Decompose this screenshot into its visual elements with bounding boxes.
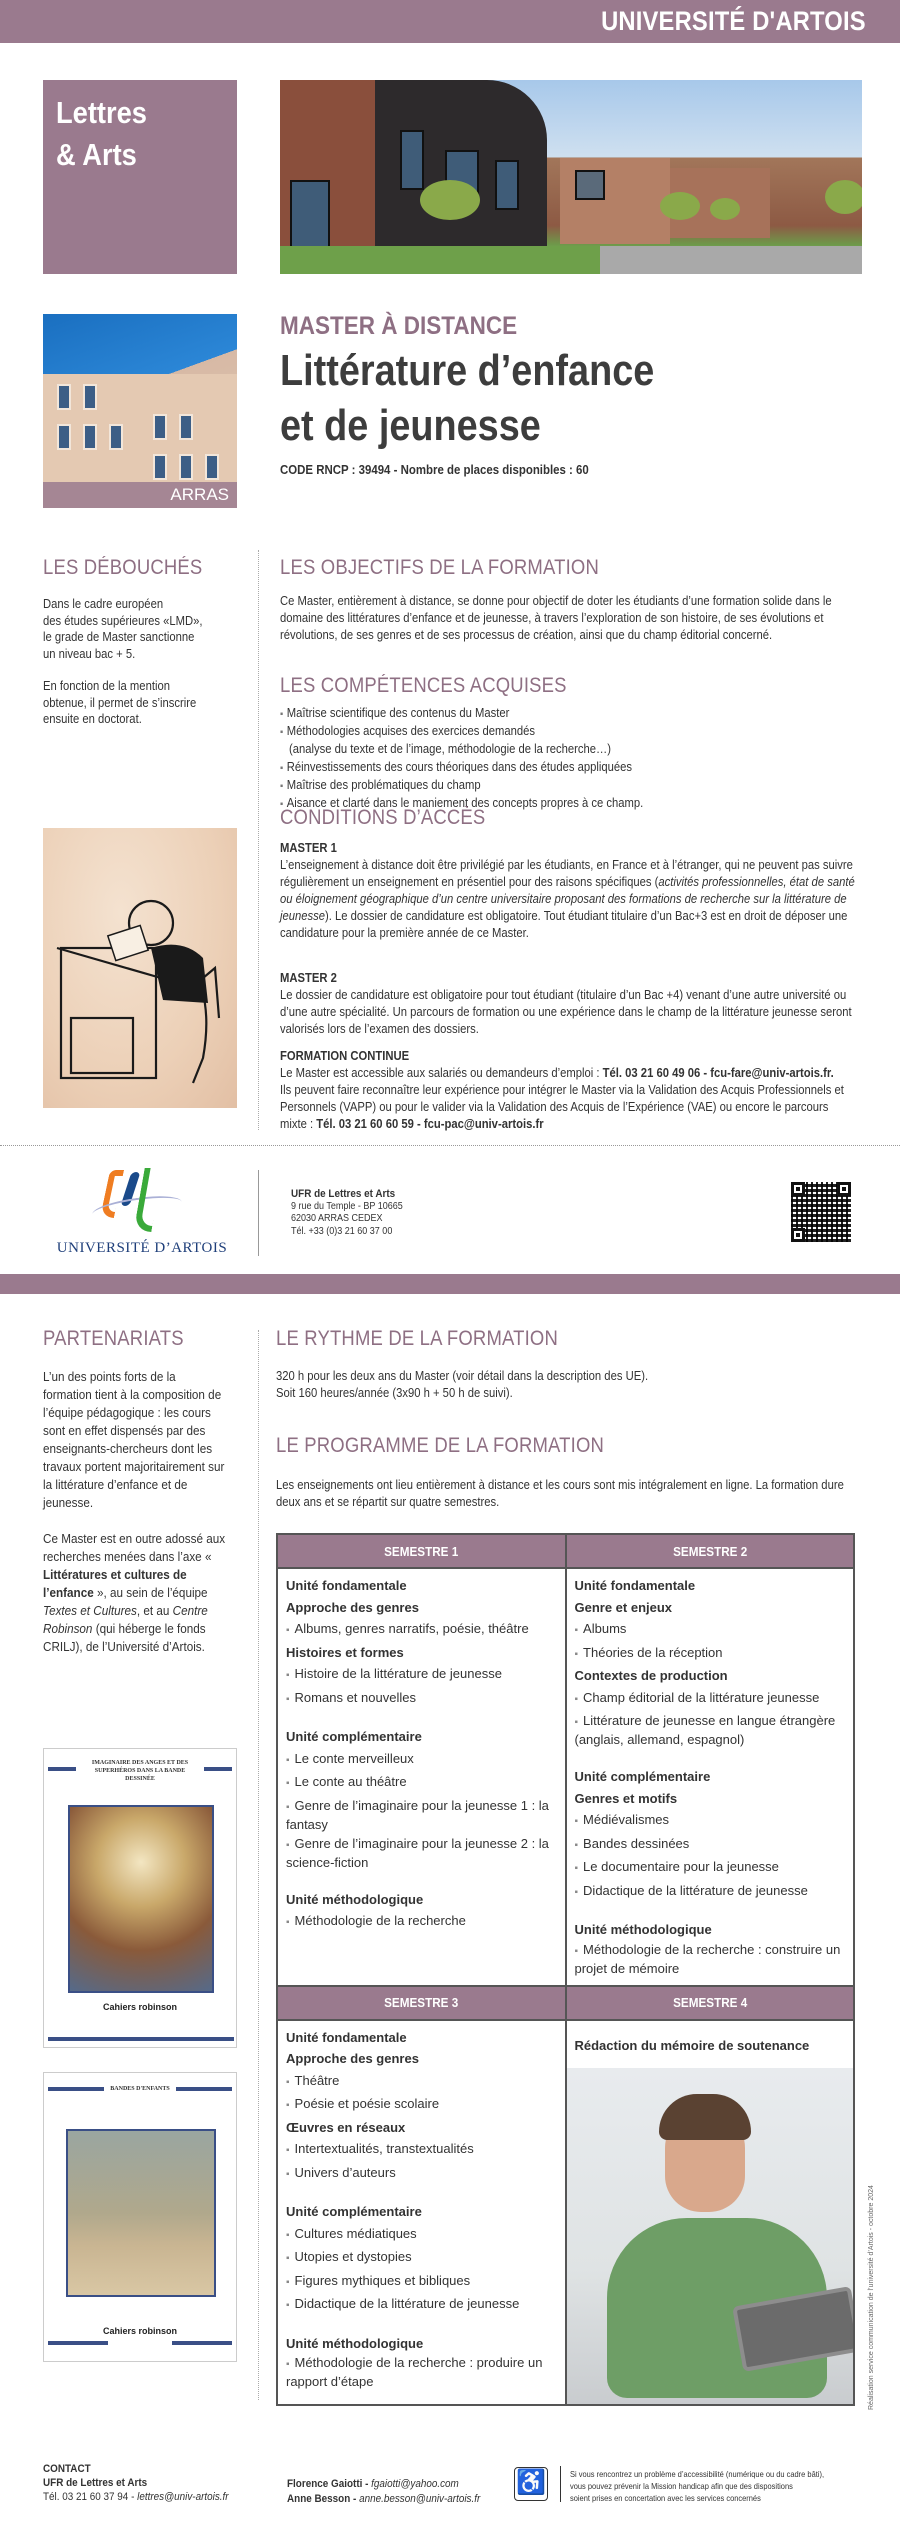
semester-4-content: Rédaction du mémoire de soutenance (574, 2037, 810, 2053)
accessibility-notice: Si vous rencontrez un problème d’accessibilité (numérique ou du cadre bâti), vous pouvez prévenir la Mission handicap afin que des dispositions soient prises en concertation avec les services concernés (570, 2469, 825, 2503)
list-item: ▪ Albums (575, 1618, 846, 1642)
list-item: ▪ Médiévalismes (575, 1809, 846, 1833)
child-reading-illustration (43, 828, 237, 1108)
objectifs-text: Ce Master, entièrement à distance, se donne pour objectif de doter les étudiants d’une formation solide dans le domaine des littératures d’enfance et de jeunesse, à travers l’exploration de son histoire, de ses évolutions et révolutions, de ses genres et de ses processus de création, ainsi que du champ éditorial concerné. (280, 594, 832, 642)
conditions-heading: CONDITIONS D’ACCÈS (280, 806, 486, 829)
list-item: ▪ Champ éditorial de la littérature jeunesse (575, 1687, 846, 1711)
fcu-fare-contact[interactable]: Tél. 03 21 60 49 06 - fcu-fare@univ-artois.fr. (602, 1066, 834, 1080)
list-item: ▪ Intertextualités, transtextualités (286, 2138, 557, 2162)
list-item: ▪ Figures mythiques et bibliques (286, 2270, 557, 2294)
list-item: ▪ Genre de l’imaginaire pour la jeunesse 1 : la fantasy (286, 1797, 557, 1833)
formation-continue-block: FORMATION CONTINUE Le Master est accessible aux salariés ou demandeurs d’emploi : Tél. 03 21 60 49 06 - fcu-fare@univ-artois.fr. Ils peuvent faire reconnaître leur expérience pour intégrer le Master via la Validation des Acquis Professionnels et Personnels (VAPP) ou pour le valider via la Validation des Acquis de l’Expérience (VAE) ou encore le parcours mixte : Tél. 03 21 60 60 59 - fcu-pac@univ-artois.fr (280, 1048, 856, 1133)
competences-list (280, 705, 856, 813)
list-item: ▪ Le conte merveilleux (286, 1748, 557, 1772)
semester-1-header: SEMESTRE 1 (277, 1534, 566, 1568)
list-item: ▪ Utopies et dystopies (286, 2246, 557, 2270)
rythme-heading: LE RYTHME DE LA FORMATION (276, 1327, 558, 1350)
title-line-2: et de jeunesse (280, 401, 541, 450)
master2-label: MASTER 2 (280, 971, 337, 985)
list-item: ▪ Histoire de la littérature de jeunesse (286, 1663, 557, 1687)
page-title (280, 343, 654, 453)
city-caption: ARRAS (43, 482, 237, 508)
list-item: ▪ Le documentaire pour la jeunesse (575, 1856, 846, 1880)
book-cover-anges: IMAGINAIRE DES ANGES ET DES SUPERHÉROS DANS LA BANDE DESSINÉE Cahiers robinson (43, 1748, 237, 2048)
semester-2-cell: Unité fondamentale Genre et enjeux ▪ Albums ▪ Théories de la réception Contextes de production ▪ Champ éditorial de la littérature jeunesse ▪ Littérature de jeunesse en langue étrangère (anglais, allemand, espagnol) Unité complémentaire Genres et motifs ▪ Médiévalismes ▪ Bandes dessinées ▪ Le documentaire pour la jeunesse ▪ Didactique de la littérature de jeunesse Unité méthodologique ▪ Méthodologie de la recherche : construire un projet de mémoire (566, 1568, 855, 1986)
production-credit: Réalisation service communication de l’université d’Artois - octobre 2024 (868, 2185, 875, 2410)
semester-2-header: SEMESTRE 2 (566, 1534, 855, 1568)
partenariats-text: L’un des points forts de la formation tient à la composition de l’équipe pédagogique : les cours sont en effet dispensés par des enseignants-chercheurs dont les travaux portent majoritairement sur la littérature d’enfance et de jeunesse. Ce Master est en outre adossé aux recherches menées dans l’axe « Littératures et cultures de l’enfance », au sein de l’équipe Textes et Cultures, et au Centre Robinson (qui héberge le fonds CRILJ), de l’Université d’Artois. (43, 1369, 226, 1654)
semester-3-header: SEMESTRE 3 (277, 1986, 566, 2020)
gaiotti-email-link[interactable]: fgaiotti@yahoo.com (371, 2478, 459, 2490)
book-cover-bandes-enfants: BANDES D'ENFANTS Cahiers robinson (43, 2072, 237, 2362)
list-item: ▪ Maîtrise des problématiques du champ (280, 777, 856, 795)
master1-block: MASTER 1 L’enseignement à distance doit être privilégié par les étudiants, en France et à l’étranger, qui ne peuvent pas suivre régulièrement un enseignement en présentiel pour des raisons spécifiques (activités professionnelles, état de santé ou éloignement géographique d’un centre universitaire proposant des formations de recherche sur la littérature de jeunesse). Le dossier de candidature est obligatoire. Tout étudiant titulaire d’un Bac+3 est en droit de déposer une candidature pour la première année de ce Master. (280, 841, 855, 940)
master2-block: MASTER 2 Le dossier de candidature est obligatoire pour tout étudiant (titulaire d’un Bac +4) venant d’une autre université ou d’une autre spécialité. Un parcours de formation ou une expérience dans le champ de la littérature jeunesse seront valorisés lors de l’examen des dossiers. (280, 970, 856, 1038)
programme-intro: Les enseignements ont lieu entièrement à distance et les cours sont mis intégralement en ligne. La formation dure deux ans et se répartit sur quatre semestres. (276, 1478, 844, 1509)
wheelchair-icon: ♿ (514, 2467, 548, 2501)
page-separator-band (0, 1274, 900, 1294)
university-logo: UNIVERSITÉ D’ARTOIS (52, 1168, 232, 1258)
debouches-heading: LES DÉBOUCHÉS (43, 556, 203, 579)
list-item: ▪ Méthodologies acquises des exercices demandés (280, 723, 856, 741)
contact-email-link[interactable]: lettres@univ-artois.fr (137, 2491, 229, 2503)
contact-block: CONTACT UFR de Lettres et Arts Tél. 03 21 60 37 94 - lettres@univ-artois.fr (43, 2463, 229, 2503)
list-item: ▪ Aisance et clarté dans le maniement des concepts propres à ce champ. (280, 795, 856, 813)
partenariats-heading: PARTENARIATS (43, 1327, 184, 1350)
program-coordinators: Florence Gaiotti - fgaiotti@yahoo.com Anne Besson - anne.besson@univ-artois.fr (287, 2478, 481, 2505)
list-item: ▪ Méthodologie de la recherche : construire un projet de mémoire (575, 1941, 846, 1977)
list-item: ▪ Le conte au théâtre (286, 1771, 557, 1795)
university-name: UNIVERSITÉ D'ARTOIS (601, 6, 866, 36)
list-item: ▪ Univers d’auteurs (286, 2162, 557, 2186)
master1-label: MASTER 1 (280, 841, 337, 855)
list-item: ▪ Maîtrise scientifique des contenus du Master (280, 705, 856, 723)
list-item: (analyse du texte et de l’image, méthodologie de la recherche…) (289, 742, 612, 756)
competences-heading: LES COMPÉTENCES ACQUISES (280, 674, 567, 697)
program-kicker: MASTER À DISTANCE (280, 312, 518, 340)
semester-4-cell (566, 2020, 855, 2406)
list-item: ▪ Théories de la réception (575, 1642, 846, 1666)
debouches-text: Dans le cadre européen des études supérieures «LMD», le grade de Master sanctionne un niveau bac + 5. En fonction de la mention obtenue, il permet de s’inscrire ensuite en doctorat. (43, 597, 203, 726)
list-item: ▪ Réinvestissements des cours théoriques dans des études appliquées (280, 759, 856, 777)
list-item: ▪ Poésie et poésie scolaire (286, 2093, 557, 2117)
faculty-line-2: & Arts (56, 137, 137, 172)
column-divider (258, 1330, 259, 2400)
semester-4-header: SEMESTRE 4 (566, 1986, 855, 2020)
list-item: ▪ Méthodologie de la recherche (286, 1910, 557, 1934)
semester-table (276, 1533, 855, 2406)
list-item: ▪ Romans et nouvelles (286, 1687, 557, 1711)
semester-3-cell: Unité fondamentale Approche des genres ▪ Théâtre ▪ Poésie et poésie scolaire Œuvres en réseaux ▪ Intertextualités, transtextualités ▪ Univers d’auteurs Unité complémentaire ▪ Cultures médiatiques ▪ Utopies et dystopies ▪ Figures mythiques et bibliques ▪ Didactique de la littérature de jeunesse Unité méthodologique ▪ Méthodologie de la recherche : produire un rapport d’étape (277, 2020, 566, 2406)
faculty-badge (43, 80, 237, 274)
rythme-text: 320 h pour les deux ans du Master (voir détail dans la description des UE). Soit 160 heures/année (3x90 h + 50 h de suivi). (276, 1369, 649, 1400)
fcu-pac-contact[interactable]: Tél. 03 21 60 60 59 - fcu-pac@univ-artois.fr (316, 1117, 544, 1131)
campus-photo (280, 80, 862, 274)
footer-divider (258, 1170, 259, 1256)
list-item: ▪ Didactique de la littérature de jeunesse (286, 2293, 557, 2317)
faculty-line-1: Lettres (56, 95, 147, 130)
list-item: ▪ Cultures médiatiques (286, 2223, 557, 2247)
ufr-address: UFR de Lettres et Arts 9 rue du Temple - BP 10665 62030 ARRAS CEDEX Tél. +33 (0)3 21 60 37 00 (291, 1188, 403, 1237)
programme-heading: LE PROGRAMME DE LA FORMATION (276, 1434, 605, 1457)
list-item: ▪ Théâtre (286, 2070, 557, 2094)
objectifs-heading: LES OBJECTIFS DE LA FORMATION (280, 556, 599, 579)
arras-photo (43, 314, 237, 508)
contact-heading: CONTACT (43, 2463, 91, 2475)
section-divider (0, 1145, 900, 1146)
semester-1-cell: Unité fondamentale Approche des genres ▪ Albums, genres narratifs, poésie, théâtre Histoires et formes ▪ Histoire de la littérature de jeunesse ▪ Romans et nouvelles Unité complémentaire ▪ Le conte merveilleux ▪ Le conte au théâtre ▪ Genre de l’imaginaire pour la jeunesse 1 : la fantasy ▪ Genre de l’imaginaire pour la jeunesse 2 : la science-fiction Unité méthodologique ▪ Méthodologie de la recherche (277, 1568, 566, 1986)
student-tablet-photo (567, 2068, 854, 2404)
column-divider (258, 550, 259, 1130)
rncp-info: CODE RNCP : 39494 - Nombre de places disponibles : 60 (280, 462, 589, 477)
list-item: ▪ Albums, genres narratifs, poésie, théâtre (286, 1618, 557, 1642)
top-banner (0, 0, 900, 43)
title-line-1: Littérature d’enfance (280, 346, 655, 395)
besson-email-link[interactable]: anne.besson@univ-artois.fr (359, 2493, 481, 2505)
list-item: ▪ Littérature de jeunesse en langue étrangère (anglais, allemand, espagnol) (575, 1712, 846, 1748)
accessibility-divider (560, 2466, 561, 2502)
formation-continue-label: FORMATION CONTINUE (280, 1049, 410, 1063)
list-item: ▪ Méthodologie de la recherche : produire un rapport d’étape (286, 2354, 557, 2390)
list-item: ▪ Genre de l’imaginaire pour la jeunesse 2 : la science-fiction (286, 1835, 557, 1871)
list-item: ▪ Didactique de la littérature de jeunesse (575, 1880, 846, 1904)
qr-code-icon[interactable] (791, 1182, 851, 1242)
list-item: ▪ Bandes dessinées (575, 1833, 846, 1857)
